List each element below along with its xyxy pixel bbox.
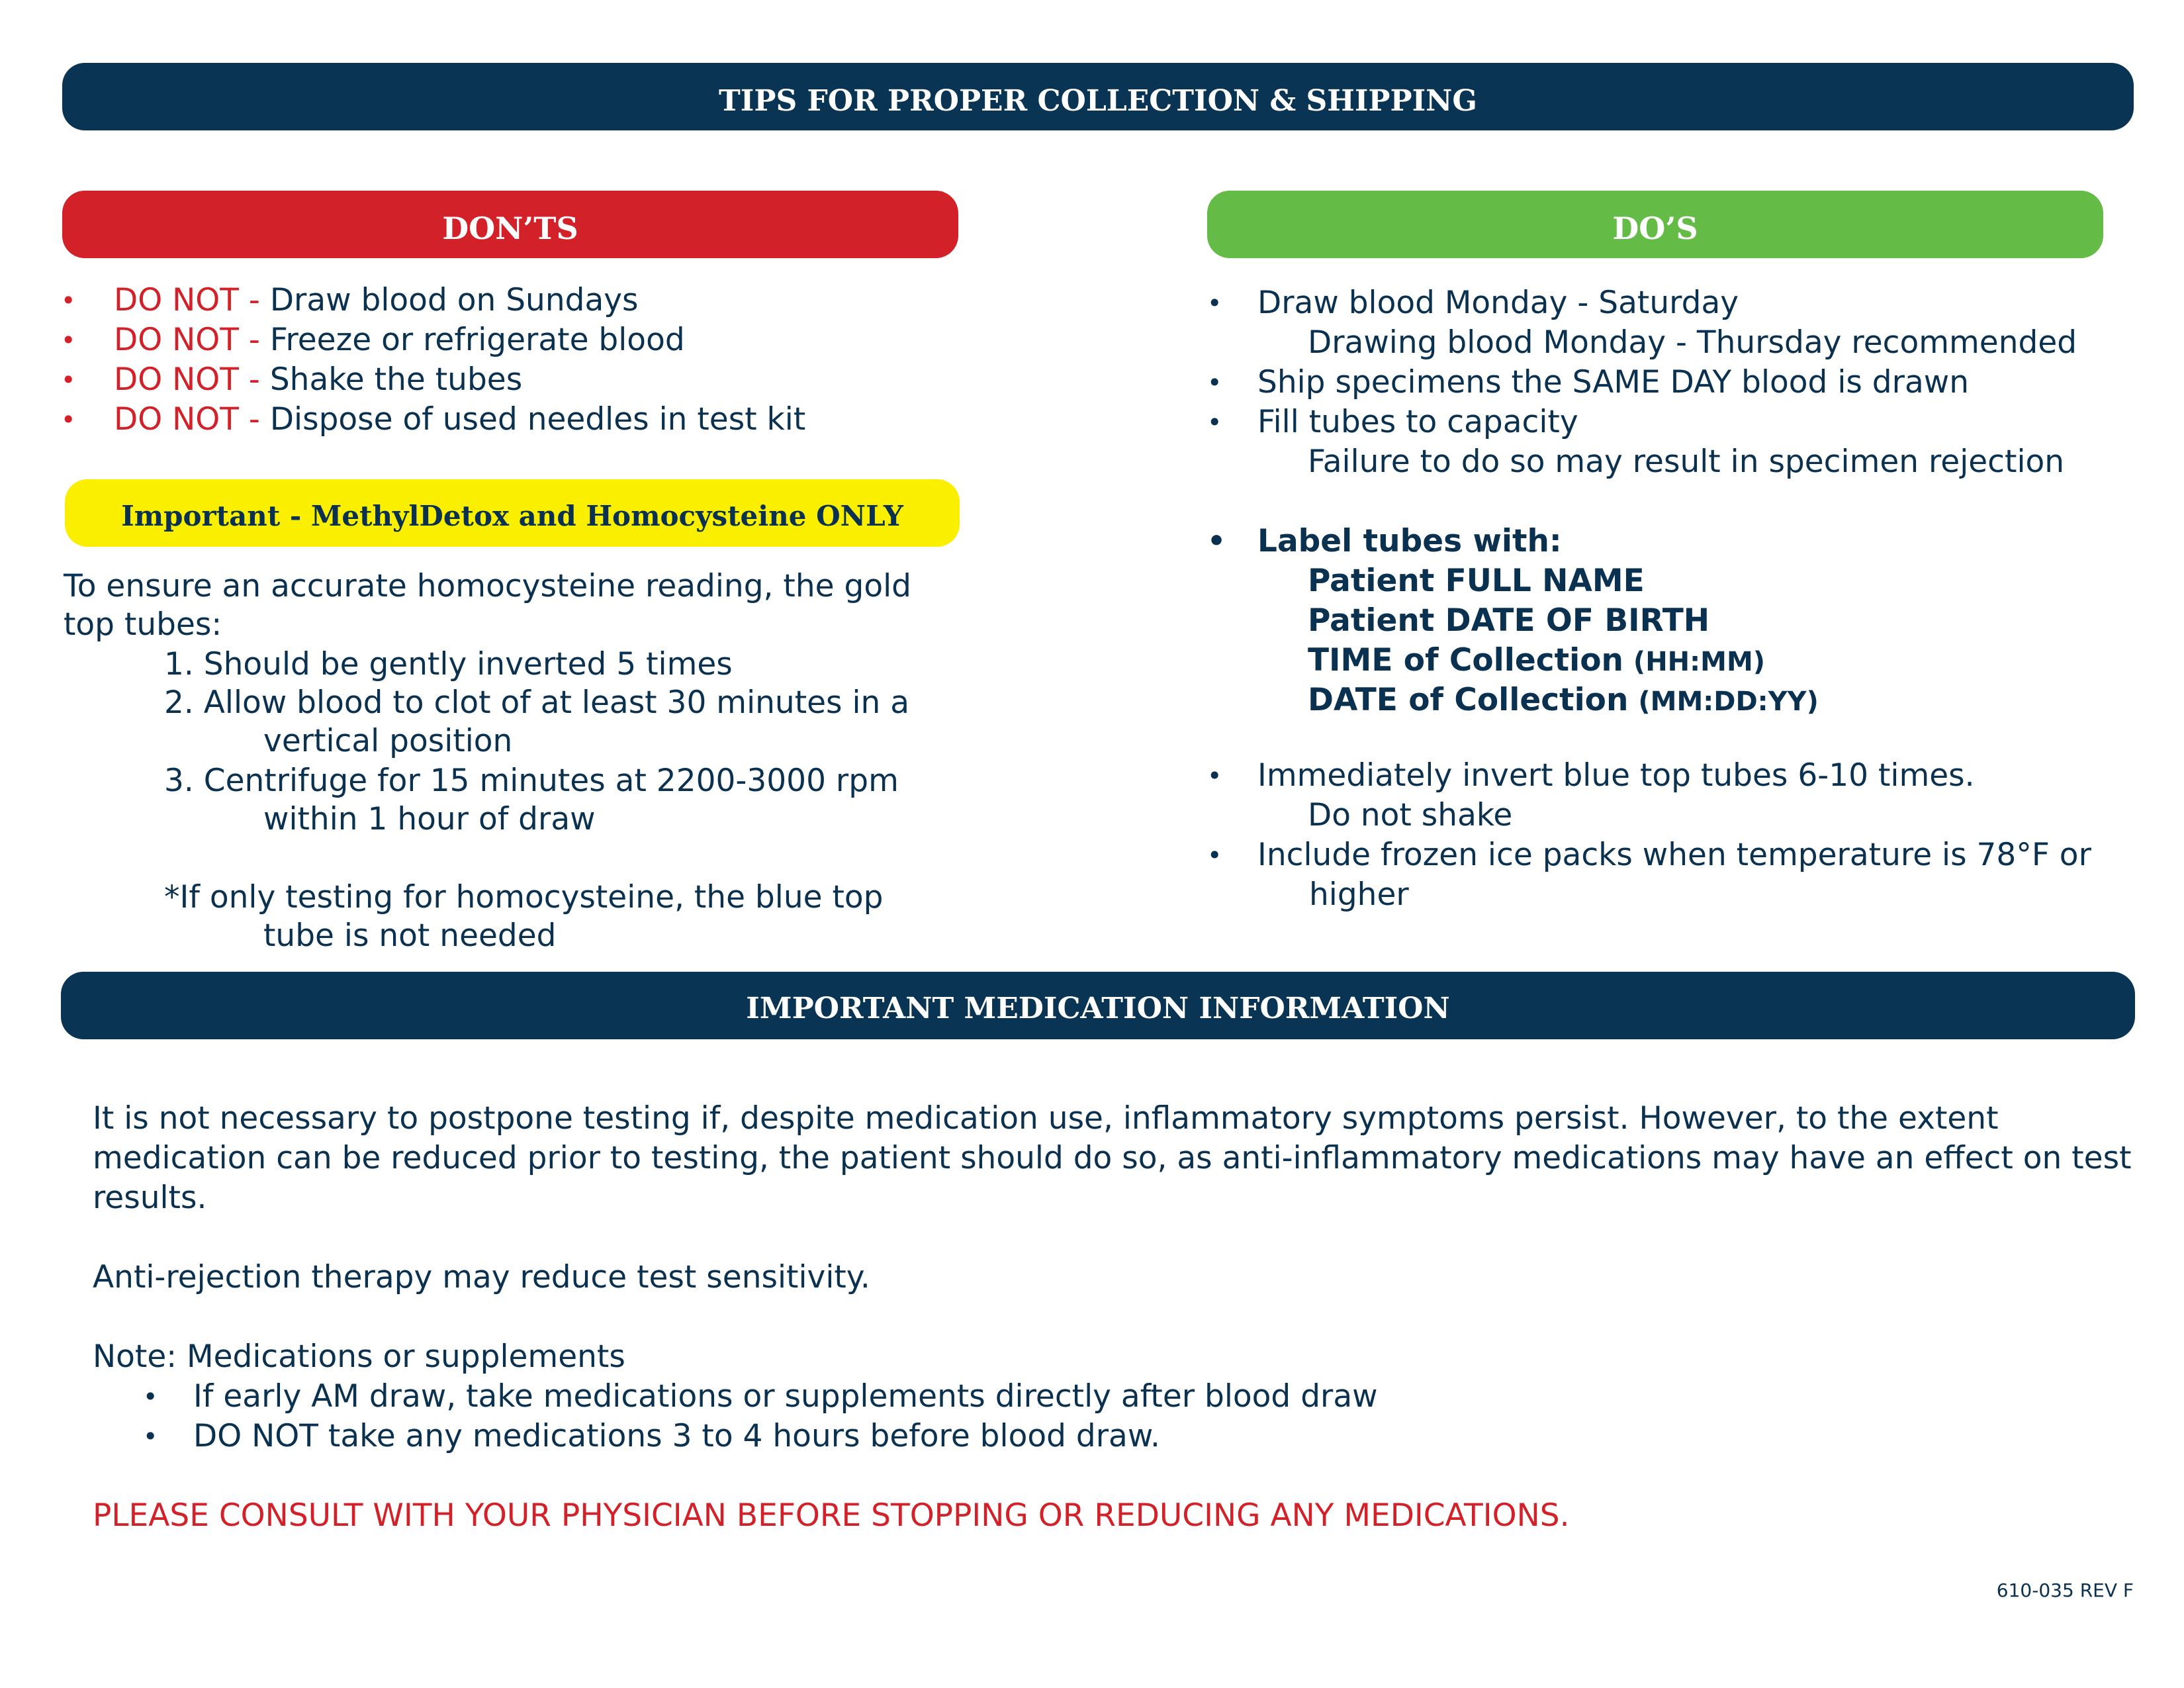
label-date-of-birth: Patient DATE OF BIRTH	[1308, 602, 1710, 639]
dos-header	[1207, 191, 2103, 258]
bullet-icon: •	[1207, 289, 1222, 318]
step-3: 3. Centrifuge for 15 minutes at 2200-3000 rpm	[164, 763, 899, 799]
dos-item-text: Include frozen ice packs when temperature is 78°F or	[1257, 837, 2091, 873]
label-tubes-title: Label tubes with:	[1257, 523, 1562, 559]
donts-item-text: Shake the tubes	[269, 361, 523, 398]
bullet-icon: •	[61, 326, 76, 355]
do-not-prefix: DO NOT -	[114, 401, 260, 438]
bullet-icon: •	[1207, 841, 1222, 870]
dos-item-text: Draw blood Monday - Saturday	[1257, 285, 1739, 321]
top-banner-title: TIPS FOR PROPER COLLECTION & SHIPPING	[719, 83, 1477, 118]
note-item-text: If early AM draw, take medications or supplements directly after blood draw	[193, 1378, 1378, 1415]
intro-line: To ensure an accurate homocysteine reading, the gold	[64, 568, 911, 604]
medication-paragraph-line: It is not necessary to postpone testing if, despite medication use, inflammatory symptoms persist. However, to the extent	[93, 1100, 1999, 1137]
medication-paragraph-line: medication can be reduced prior to testing, the patient should do so, as anti-inflammatory medications may have an effect on test	[93, 1140, 2132, 1176]
top-banner	[62, 63, 2134, 130]
step-2: 2. Allow blood to clot of at least 30 minutes in a	[164, 684, 910, 721]
homocysteine-note-continued: tube is not needed	[263, 917, 557, 954]
bullet-icon: •	[1207, 761, 1222, 790]
dos-subitem: Do not shake	[1308, 797, 1513, 833]
step-3-continued: within 1 hour of draw	[263, 801, 596, 837]
bullet-icon: •	[61, 365, 76, 395]
medication-paragraph-line: results.	[93, 1180, 207, 1216]
medication-banner-title: IMPORTANT MEDICATION INFORMATION	[746, 991, 1450, 1025]
important-header-title: Important - MethylDetox and Homocysteine ONLY	[121, 499, 903, 532]
bullet-icon: •	[1207, 408, 1222, 437]
step-2-continued: vertical position	[263, 723, 513, 759]
note-title: Note: Medications or supplements	[93, 1338, 625, 1375]
bullet-icon: •	[143, 1382, 158, 1411]
dos-item-text: Immediately invert blue top tubes 6-10 times.	[1257, 757, 1975, 794]
donts-header-title: DON’TS	[442, 211, 578, 246]
dos-subitem: Failure to do so may result in specimen rejection	[1308, 444, 2065, 480]
do-not-prefix: DO NOT -	[114, 361, 260, 398]
dos-subitem: higher	[1309, 876, 1409, 913]
label-full-name: Patient FULL NAME	[1308, 563, 1645, 599]
anti-rejection-note: Anti-rejection therapy may reduce test sensitivity.	[93, 1259, 870, 1295]
step-1: 1. Should be gently inverted 5 times	[164, 646, 733, 682]
time-format: (HH:MM)	[1633, 647, 1766, 677]
do-not-prefix: DO NOT -	[114, 282, 260, 318]
donts-item-text: Draw blood on Sundays	[269, 282, 639, 318]
label-time-of-collection: TIME of Collection (HH:MM)	[1308, 642, 1766, 679]
important-header	[65, 479, 960, 547]
date-format: (MM:DD:YY)	[1638, 686, 1819, 717]
donts-item-text: Freeze or refrigerate blood	[269, 322, 685, 358]
homocysteine-note: *If only testing for homocysteine, the blue top	[164, 879, 884, 915]
bullet-icon: •	[143, 1422, 158, 1451]
document-code: 610-035 REV F	[1996, 1579, 2134, 1601]
donts-item-text: Dispose of used needles in test kit	[269, 401, 806, 438]
medication-banner	[61, 972, 2135, 1039]
intro-line: top tubes:	[64, 606, 222, 643]
note-item-text: DO NOT take any medications 3 to 4 hours before blood draw.	[193, 1418, 1160, 1454]
bullet-icon: •	[1207, 524, 1226, 558]
bullet-icon: •	[61, 286, 76, 315]
dos-header-title: DO’S	[1612, 211, 1698, 246]
donts-header	[62, 191, 958, 258]
label-date-of-collection: DATE of Collection (MM:DD:YY)	[1308, 682, 1819, 718]
bullet-icon: •	[61, 405, 76, 434]
do-not-prefix: DO NOT -	[114, 322, 260, 358]
dos-subitem: Drawing blood Monday - Thursday recommended	[1308, 324, 2077, 361]
physician-warning: PLEASE CONSULT WITH YOUR PHYSICIAN BEFORE STOPPING OR REDUCING ANY MEDICATIONS.	[93, 1497, 1570, 1534]
bullet-icon: •	[1207, 368, 1222, 397]
dos-item-text: Fill tubes to capacity	[1257, 404, 1578, 440]
dos-item-text: Ship specimens the SAME DAY blood is drawn	[1257, 364, 1969, 400]
